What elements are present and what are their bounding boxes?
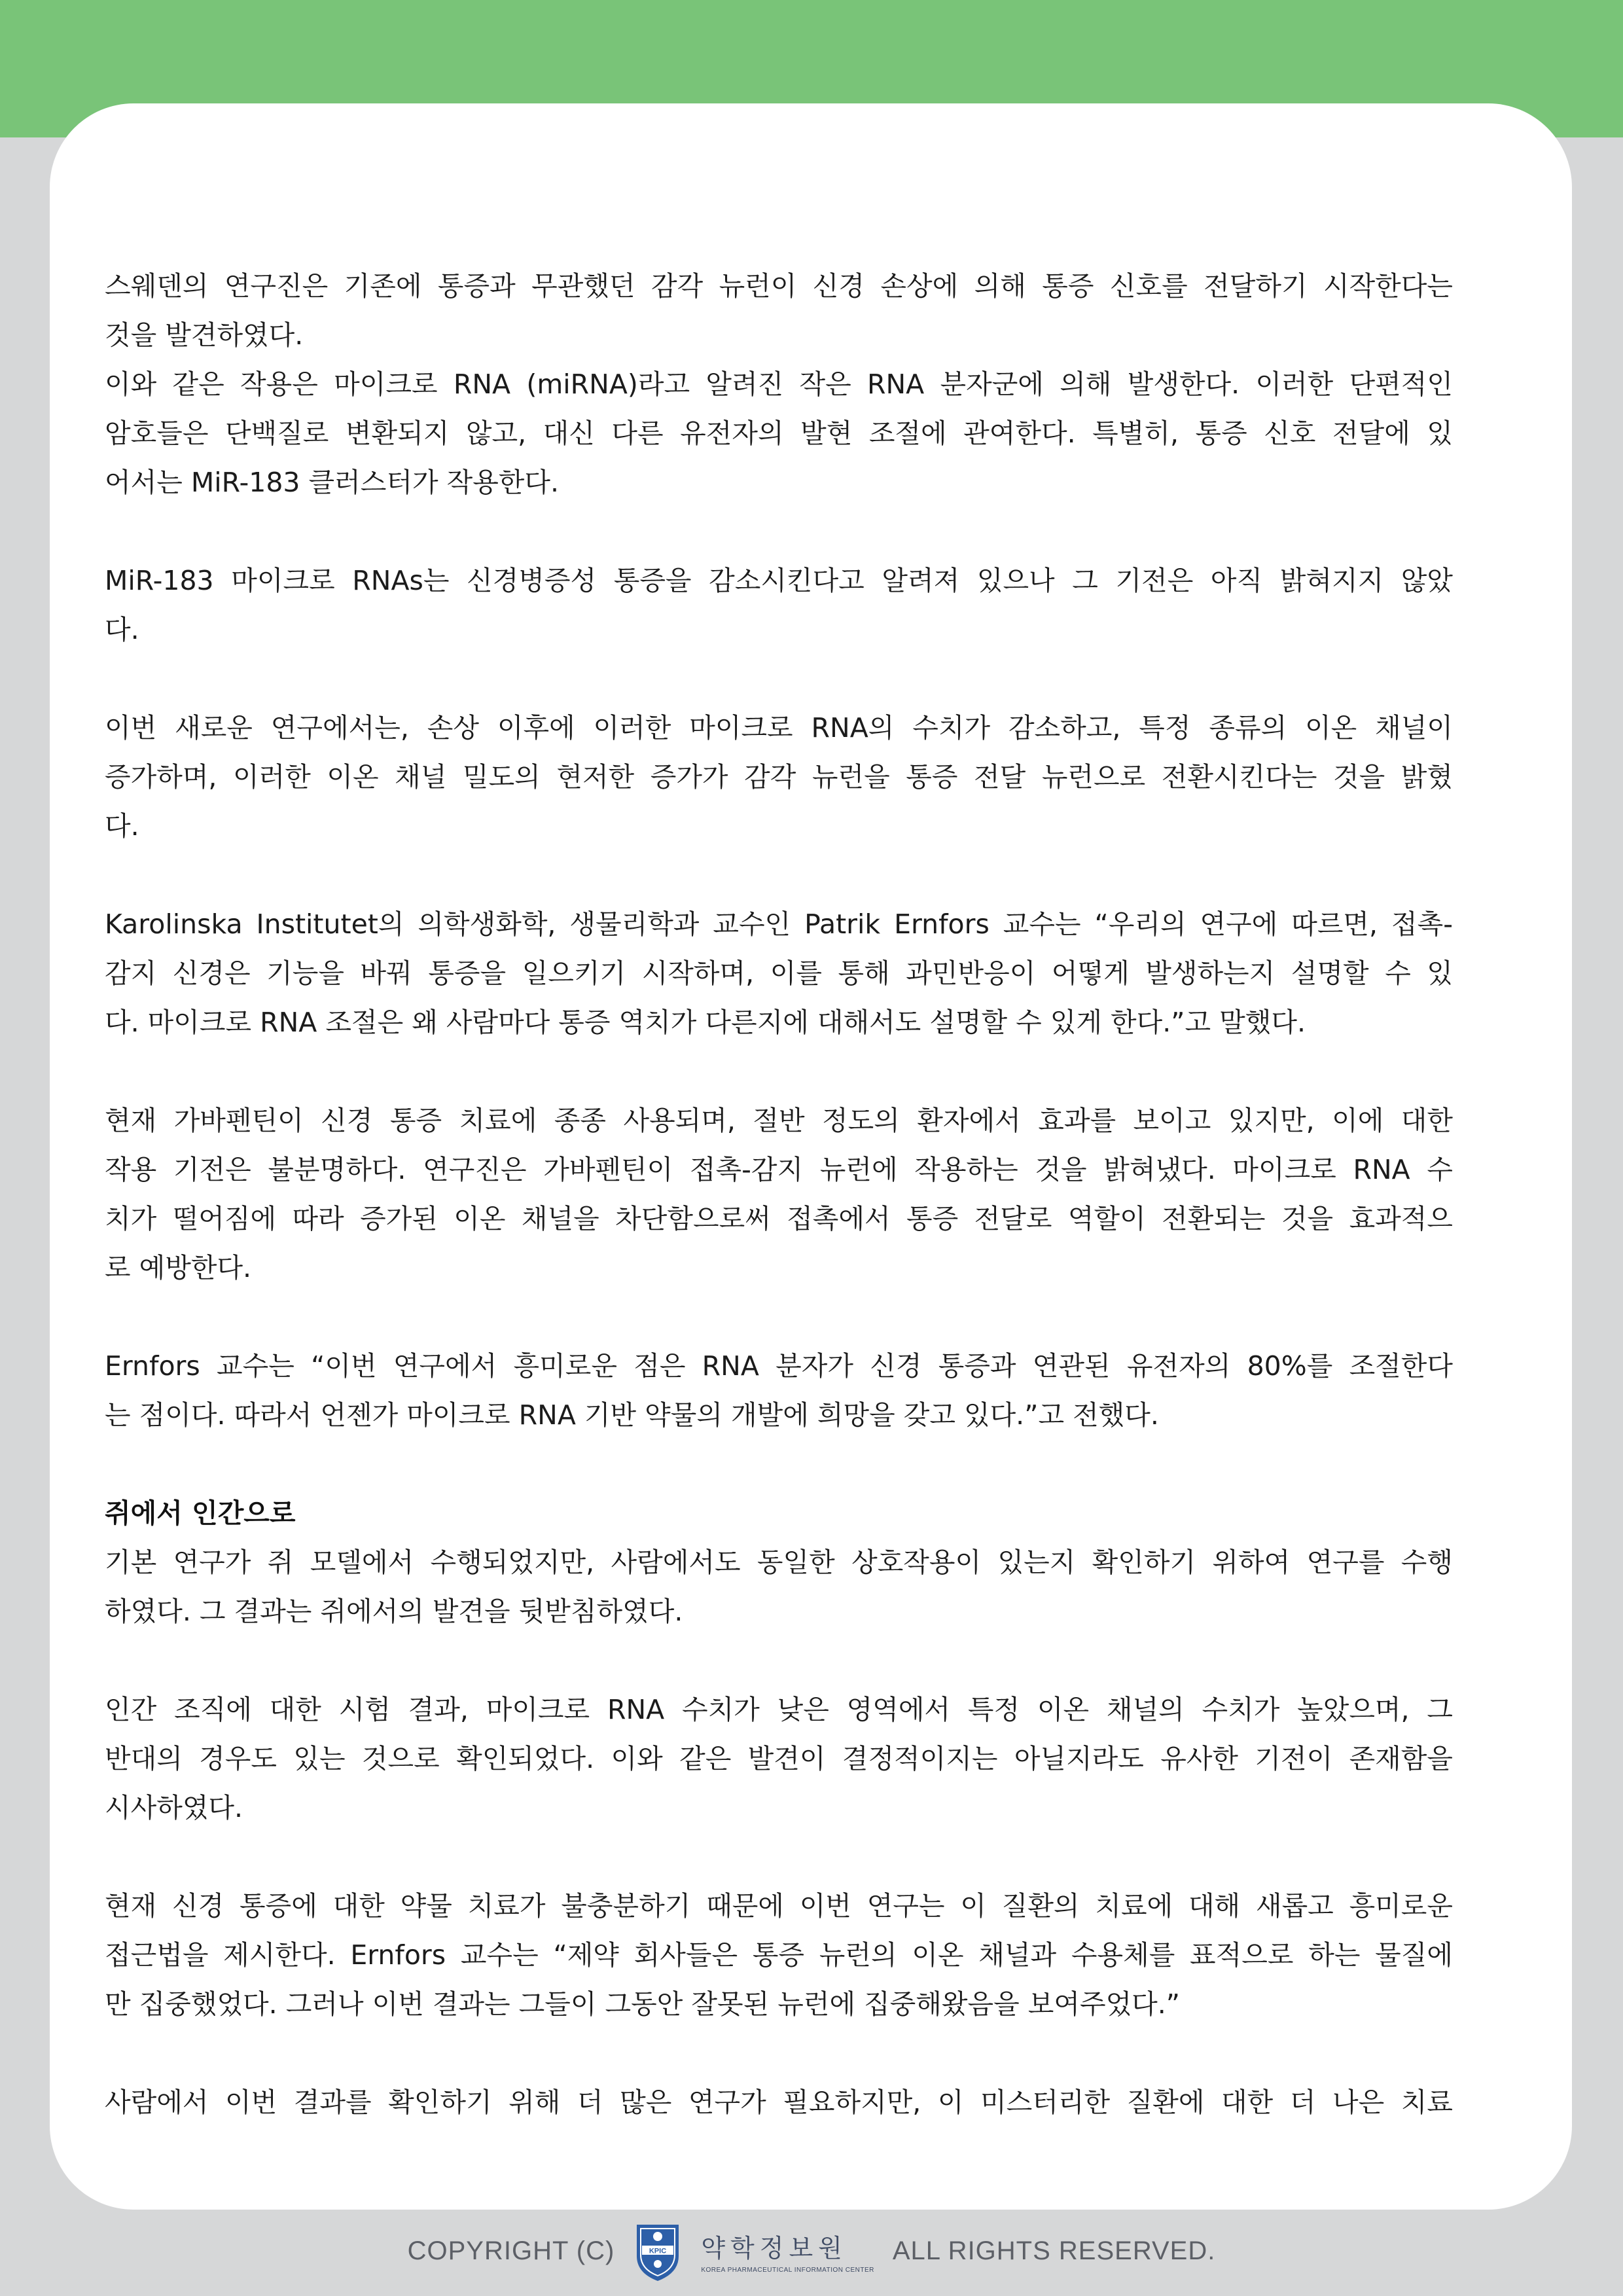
paragraph-treatment — [105, 1882, 1453, 2029]
text-line: 사람에서 이번 결과를 확인하기 위해 더 많은 연구가 필요하지만, 이 미스터리한 질환에 대한 더 나은 치료 — [105, 2087, 1453, 2118]
paragraph-intro — [105, 262, 1453, 507]
text-line: 어서는 MiR-183 클러스터가 작용한다. — [105, 467, 560, 498]
text-line: 작용 기전은 불분명하다. 연구진은 가바펜틴이 접촉-감지 뉴런에 작용하는 것을 밝혀냈다. 마이크로 RNA 수 — [105, 1154, 1453, 1185]
text-line: Karolinska Institutet의 의학생화학, 생물리학과 교수인 Patrik Ernfors 교수는 “우리의 연구에 따르면, 접촉- — [105, 908, 1453, 940]
text-line: 만 집중했었다. 그러나 이번 결과는 그들이 그동안 잘못된 뉴런에 집중해왔음을 보여주었다.” — [105, 1988, 1181, 2020]
text-line: 증가하며, 이러한 이온 채널 밀도의 현저한 증가가 감각 뉴런을 통증 전달 뉴런으로 전환시킨다는 것을 밝혔 — [105, 761, 1453, 793]
text-line: 이와 같은 작용은 마이크로 RNA (miRNA)라고 알려진 작은 RNA 분자군에 의해 발생한다. 이러한 단편적인 — [105, 368, 1453, 400]
text-line: 는 점이다. 따라서 언젠가 마이크로 RNA 기반 약물의 개발에 희망을 갖고 있다.”고 전했다. — [105, 1399, 1159, 1431]
page-footer — [0, 2215, 1623, 2287]
text-line: 접근법을 제시한다. Ernfors 교수는 “제약 회사들은 통증 뉴런의 이온 채널과 수용체를 표적으로 하는 물질에 — [105, 1939, 1453, 1971]
text-line: 감지 신경은 기능을 바꿔 통증을 일으키기 시작하며, 이를 통해 과민반응이 어떻게 발생하는지 설명할 수 있 — [105, 958, 1453, 989]
text-line: 치가 떨어짐에 따라 증가된 이온 채널을 차단함으로써 접촉에서 통증 전달로 역할이 전환되는 것을 효과적으 — [105, 1203, 1453, 1234]
text-line: 하였다. 그 결과는 쥐에서의 발견을 뒷받침하였다. — [105, 1596, 683, 1627]
text-line: Ernfors 교수는 “이번 연구에서 흥미로운 점은 RNA 분자가 신경 통증과 연관된 유전자의 80%를 조절한다 — [105, 1350, 1453, 1382]
text-line: 현재 가바펜틴이 신경 통증 치료에 종종 사용되며, 절반 정도의 환자에서 효과를 보이고 있지만, 이에 대한 — [105, 1105, 1453, 1136]
text-line: 것을 발견하였다. — [105, 319, 304, 351]
text-line: 현재 신경 통증에 대한 약물 치료가 불충분하기 때문에 이번 연구는 이 질환의 치료에 대해 새롭고 흥미로운 — [105, 1890, 1453, 1922]
text-line: 시사하였다. — [105, 1792, 243, 1823]
text-line: 인간 조직에 대한 시험 결과, 마이크로 RNA 수치가 낮은 영역에서 특정 이온 채널의 수치가 높았으며, 그 — [105, 1694, 1453, 1725]
article-body — [105, 262, 1453, 2127]
text-line: 로 예방한다. — [105, 1252, 252, 1283]
rights-text: ALL RIGHTS RESERVED. — [892, 2236, 1216, 2265]
paragraph-karolinska-quote — [105, 900, 1453, 1047]
kpic-shield-icon — [633, 2219, 683, 2282]
logo-badge-text: KPIC — [649, 2247, 667, 2255]
paragraph-new-study — [105, 704, 1453, 851]
kpic-logo-text — [701, 2228, 874, 2274]
text-line: 이번 새로운 연구에서는, 손상 이후에 이러한 마이크로 RNA의 수치가 감소하고, 특정 종류의 이온 채널이 — [105, 712, 1453, 744]
text-line: 다. 마이크로 RNA 조절은 왜 사람마다 통증 역치가 다른지에 대해서도 설명할 수 있게 한다.”고 말했다. — [105, 1007, 1306, 1038]
section-heading: 쥐에서 인간으로 — [105, 1498, 296, 1529]
copyright-text: COPYRIGHT (C) — [407, 2236, 615, 2265]
text-line: 기본 연구가 쥐 모델에서 수행되었지만, 사람에서도 동일한 상호작용이 있는지 확인하기 위하여 연구를 수행 — [105, 1547, 1453, 1578]
paragraph-human-tissue — [105, 1685, 1453, 1833]
text-line: 암호들은 단백질로 변환되지 않고, 대신 다른 유전자의 발현 조절에 관여한다. 특별히, 통증 신호 전달에 있 — [105, 418, 1453, 449]
text-line: 스웨덴의 연구진은 기존에 통증과 무관했던 감각 뉴런이 신경 손상에 의해 통증 신호를 전달하기 시작한다는 — [105, 270, 1453, 302]
paragraph-gabapentin — [105, 1096, 1453, 1293]
paragraph-closing — [105, 2078, 1453, 2127]
logo-korean-name: 약학정보원 — [701, 2234, 847, 2263]
text-line: MiR-183 마이크로 RNAs는 신경병증성 통증을 감소시킨다고 알려져 있으나 그 기전은 아직 밝혀지지 않았 — [105, 565, 1453, 596]
text-line: 다. — [105, 810, 139, 842]
logo-english-name: KOREA PHARMACEUTICAL INFORMATION CENTER — [701, 2267, 874, 2274]
paragraph-ernfors-quote — [105, 1342, 1453, 1440]
text-line: 반대의 경우도 있는 것으로 확인되었다. 이와 같은 발견이 결정적이지는 아닐지라도 유사한 기전이 존재함을 — [105, 1743, 1453, 1774]
paragraph-mouse-model — [105, 1538, 1453, 1636]
paragraph-mir183 — [105, 556, 1453, 655]
text-line: 다. — [105, 614, 139, 645]
